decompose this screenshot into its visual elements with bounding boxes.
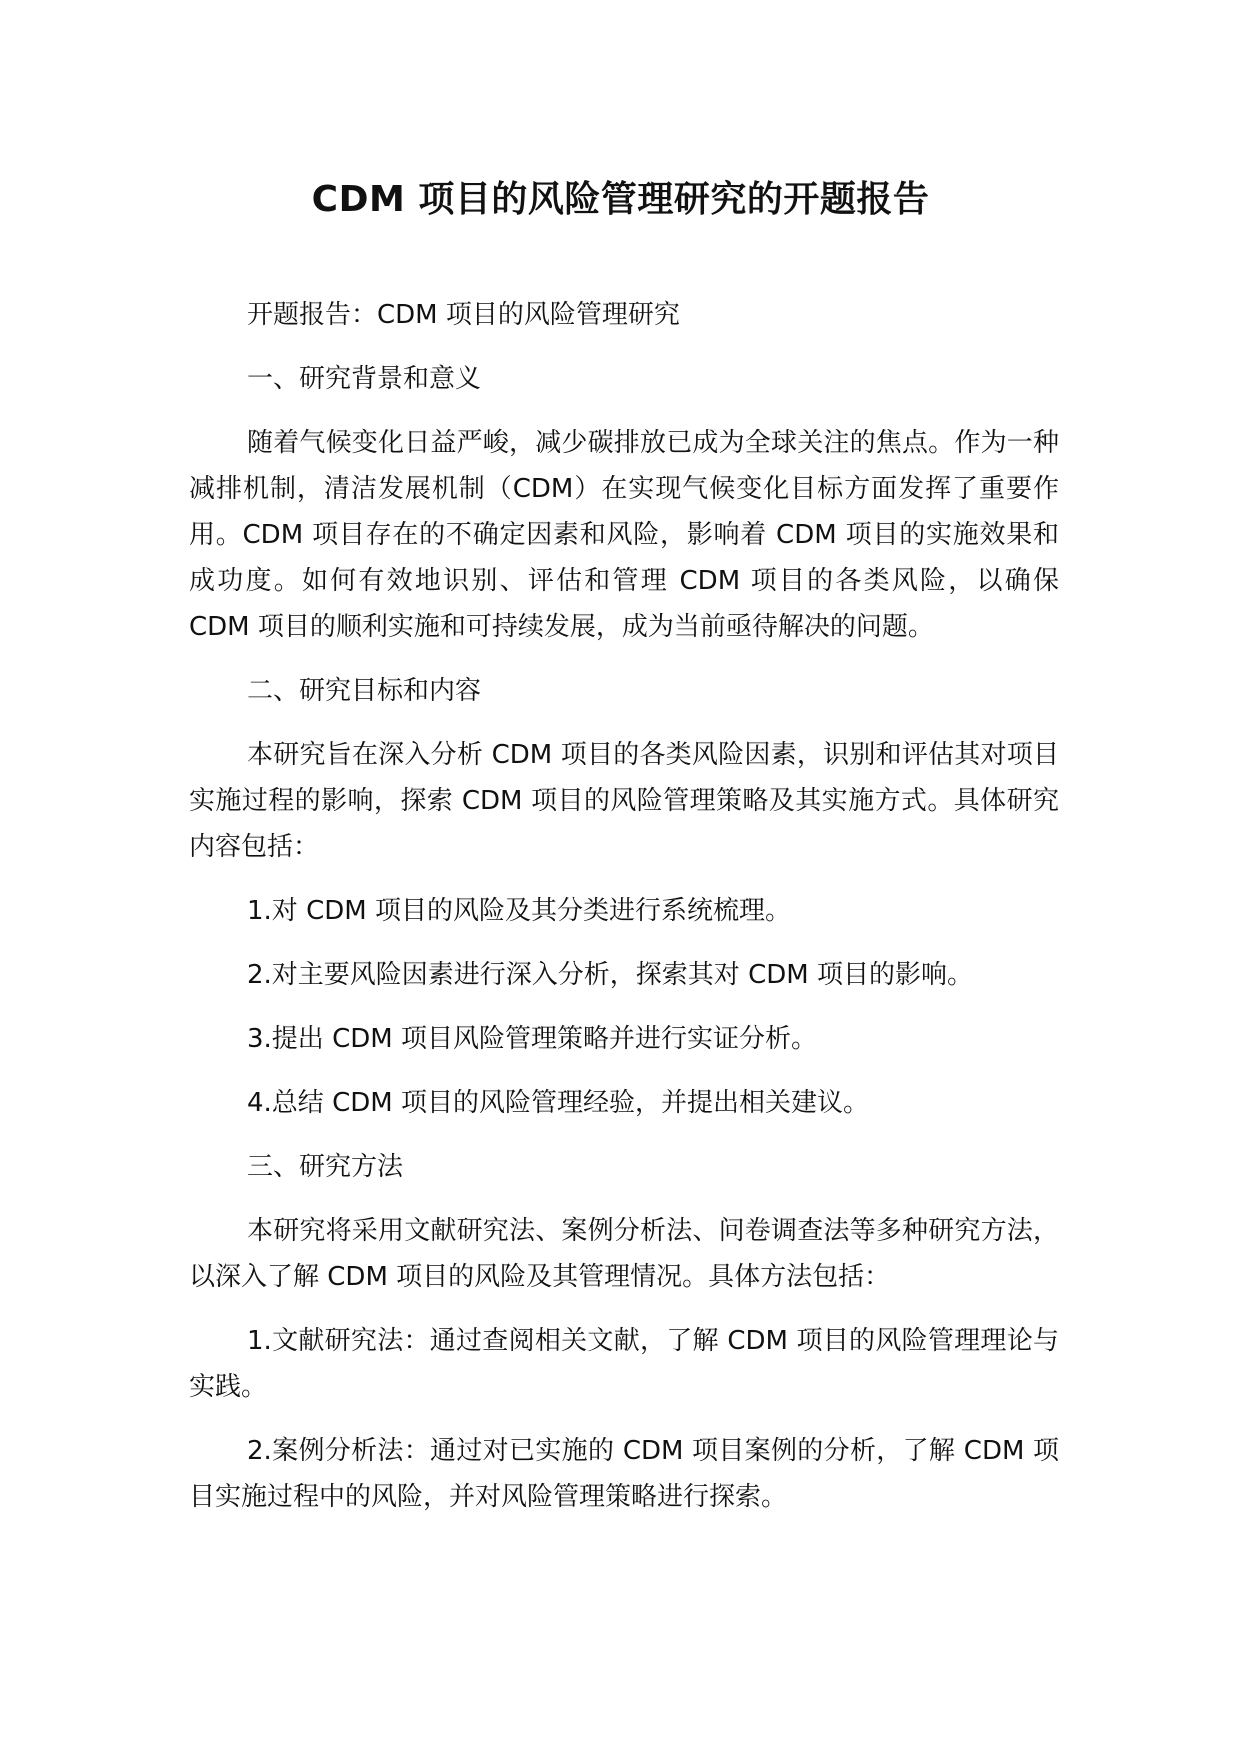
paragraph-objectives: 本研究旨在深入分析 CDM 项目的各类风险因素，识别和评估其对项目实施过程的影响，探索 CDM 项目的风险管理策略及其实施方式。具体研究内容包括： — [189, 740, 1059, 862]
section-heading-methods: 三、研究方法 — [247, 1152, 404, 1182]
list-item-method-2: 2.案例分析法：通过对已实施的 CDM 项目案例的分析，了解 CDM 项目实施过程中的风险，并对风险管理策略进行探索。 — [189, 1436, 1059, 1512]
list-item-objective-3: 3.提出 CDM 项目风险管理策略并进行实证分析。 — [247, 1024, 817, 1054]
report-subtitle: 开题报告：CDM 项目的风险管理研究 — [247, 300, 680, 330]
paragraph-background: 随着气候变化日益严峻，减少碳排放已成为全球关注的焦点。作为一种减排机制，清洁发展机制（CDM）在实现气候变化目标方面发挥了重要作用。CDM 项目存在的不确定因素和风险，影响着 CDM 项目的实施效果和成功度。如何有效地识别、评估和管理 CDM 项目的各类风险，以确保 CDM 项目的顺利实施和可持续发展，成为当前亟待解决的问题。 — [189, 428, 1059, 642]
document-body — [189, 292, 1059, 1538]
list-item-method-1: 1.文献研究法：通过查阅相关文献，了解 CDM 项目的风险管理理论与实践。 — [189, 1326, 1059, 1402]
section-heading-background: 一、研究背景和意义 — [247, 364, 482, 394]
list-item-objective-1: 1.对 CDM 项目的风险及其分类进行系统梳理。 — [247, 896, 791, 926]
section-heading-objectives: 二、研究目标和内容 — [247, 676, 482, 706]
paragraph-methods: 本研究将采用文献研究法、案例分析法、问卷调查法等多种研究方法，以深入了解 CDM 项目的风险及其管理情况。具体方法包括： — [189, 1216, 1059, 1292]
list-item-objective-2: 2.对主要风险因素进行深入分析，探索其对 CDM 项目的影响。 — [247, 960, 973, 990]
list-item-objective-4: 4.总结 CDM 项目的风险管理经验，并提出相关建议。 — [247, 1088, 869, 1118]
document-title: CDM 项目的风险管理研究的开题报告 — [311, 179, 930, 220]
